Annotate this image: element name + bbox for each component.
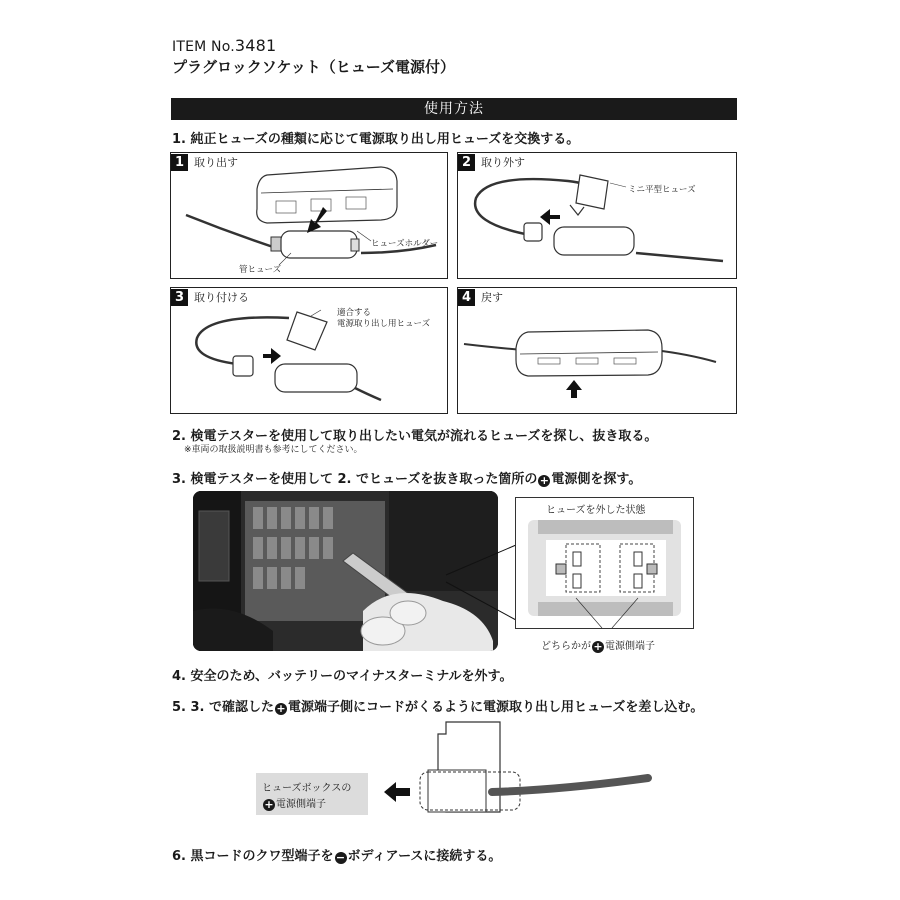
panel-4-number: 4 bbox=[458, 289, 475, 306]
item-label: ITEM No. bbox=[172, 39, 235, 55]
fusebox-label-line2 bbox=[262, 795, 326, 811]
photo-drawing bbox=[193, 491, 498, 651]
step-4: 4. 安全のため、バッテリーのマイナスターミナルを外す。 bbox=[172, 669, 513, 684]
hand-with-tester-photo bbox=[193, 491, 498, 651]
step-6-text: 6. 黒コードのクワ型端子を bbox=[172, 849, 334, 864]
plus-icon: + bbox=[593, 640, 603, 653]
callout-tube-fuse: 管ヒューズ bbox=[239, 265, 282, 275]
fuse-slot-diagram bbox=[516, 498, 693, 628]
step-6 bbox=[172, 845, 501, 864]
section-title: 使用方法 bbox=[171, 98, 737, 120]
fuse-holder-illustration bbox=[171, 153, 449, 280]
step-5-suffix: 電源端子側にコードがくるように電源取り出し用ヒューズを差し込む。 bbox=[288, 700, 704, 715]
fuse-slot-inset bbox=[515, 497, 694, 629]
item-number-value: 3481 bbox=[234, 36, 277, 55]
fuse-install-illustration bbox=[171, 288, 449, 415]
product-name: プラグロックソケット（ヒューズ電源付） bbox=[172, 58, 456, 76]
panel-2-number: 2 bbox=[458, 154, 475, 171]
panel-4 bbox=[457, 287, 737, 414]
step-1: 1. 純正ヒューズの種類に応じて電源取り出し用ヒューズを交換する。 bbox=[172, 132, 580, 147]
plus-icon: + bbox=[539, 474, 549, 487]
panel-3 bbox=[170, 287, 448, 414]
panel-3-number: 3 bbox=[171, 289, 188, 306]
step-2: 2. 検電テスターを使用して取り出したい電気が流れるヒューズを探し、抜き取る。 bbox=[172, 429, 658, 444]
panel-1-number: 1 bbox=[171, 154, 188, 171]
step-3-suffix: 電源側を探す。 bbox=[551, 472, 642, 487]
step-5 bbox=[172, 696, 703, 715]
step-3-text: 3. 検電テスターを使用して 2. でヒューズを抜き取った箇所の bbox=[172, 472, 538, 487]
fusebox-terminal-label bbox=[256, 773, 368, 815]
callout-power-fuse: 電源取り出し用ヒューズ bbox=[337, 319, 431, 329]
panel-2-title: 取り外す bbox=[481, 156, 525, 169]
panel-3-title: 取り付ける bbox=[194, 291, 249, 304]
step-3 bbox=[172, 468, 641, 487]
step-2-note: ※車両の取扱説明書も参考にしてください。 bbox=[184, 445, 363, 455]
callout-mini-fuse: ミニ平型ヒューズ bbox=[628, 185, 696, 195]
panel-1-title: 取り出す bbox=[194, 156, 238, 169]
inset-label-suffix: 電源側端子 bbox=[605, 641, 655, 652]
plus-icon: + bbox=[264, 798, 274, 811]
step-5-text: 5. 3. で確認した bbox=[172, 700, 275, 715]
holder-return-illustration bbox=[458, 288, 738, 415]
step-6-suffix: ボディアースに接続する。 bbox=[347, 849, 502, 864]
mini-fuse-removal-illustration bbox=[458, 153, 738, 280]
inset-label-prefix: どちらかが bbox=[541, 641, 591, 652]
minus-icon: − bbox=[335, 851, 346, 864]
plus-icon: + bbox=[276, 702, 286, 715]
inset-title: ヒューズを外した状態 bbox=[546, 505, 646, 516]
inset-label bbox=[541, 637, 655, 653]
item-number bbox=[172, 36, 276, 55]
callout-compatible: 適合する bbox=[337, 308, 372, 318]
panel-1 bbox=[170, 152, 448, 279]
fusebox-label-line1: ヒューズボックスの bbox=[262, 783, 352, 794]
callout-fuse-holder: ヒューズホルダー bbox=[371, 239, 439, 249]
panel-4-title: 戻す bbox=[481, 291, 503, 304]
fusebox-label-text: 電源側端子 bbox=[276, 799, 326, 810]
panel-2 bbox=[457, 152, 737, 279]
